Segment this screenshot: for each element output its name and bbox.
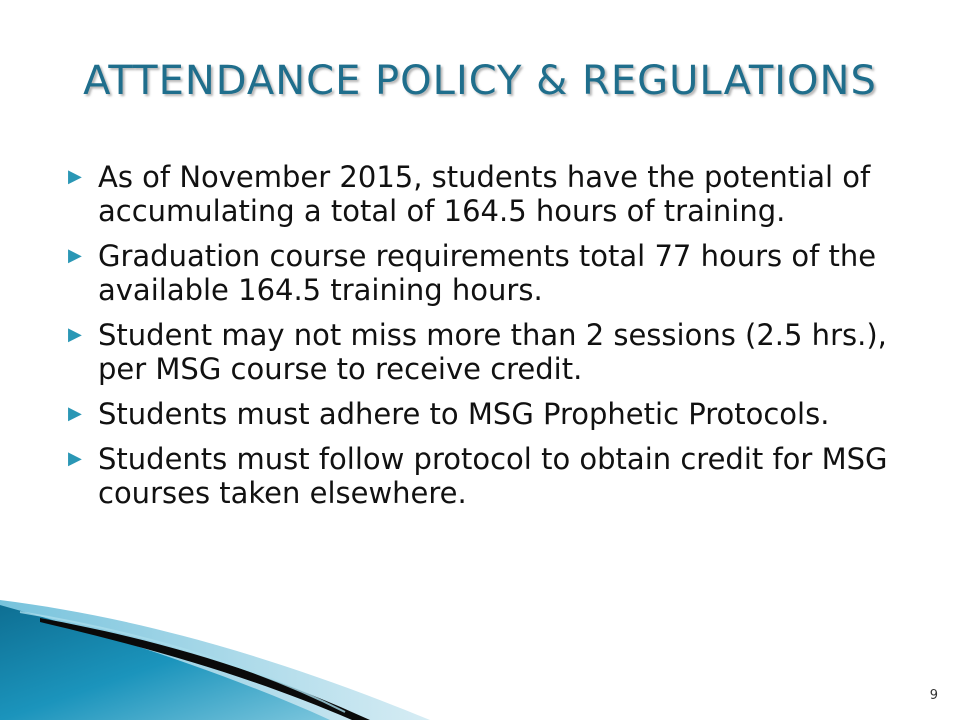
bullet-item	[65, 239, 935, 307]
arrow-bullet-icon: ▶	[68, 324, 82, 345]
bullet-item	[65, 397, 935, 431]
arrow-bullet-icon: ▶	[68, 448, 82, 469]
bullet-list	[65, 160, 935, 521]
arrow-bullet-icon: ▶	[68, 245, 82, 266]
bullet-text: Graduation course requirements total 77 hours of the available 164.5 training hours.	[98, 239, 877, 307]
bullet-item	[65, 318, 935, 386]
bullet-text: As of November 2015, students have the potential of accumulating a total of 164.5 hours of training.	[98, 160, 871, 228]
slide-title: ATTENDANCE POLICY & REGULATIONS	[83, 58, 877, 104]
arrow-bullet-icon: ▶	[68, 403, 82, 424]
bullet-item	[65, 160, 935, 228]
bullet-text: Students must follow protocol to obtain credit for MSG courses taken elsewhere.	[98, 442, 888, 510]
bullet-text: Student may not miss more than 2 sessions (2.5 hrs.), per MSG course to receive credit.	[98, 318, 887, 386]
bullet-item	[65, 442, 935, 510]
arrow-bullet-icon: ▶	[68, 166, 82, 187]
bullet-text: Students must adhere to MSG Prophetic Protocols.	[98, 397, 830, 431]
slide-number: 9	[929, 688, 938, 703]
